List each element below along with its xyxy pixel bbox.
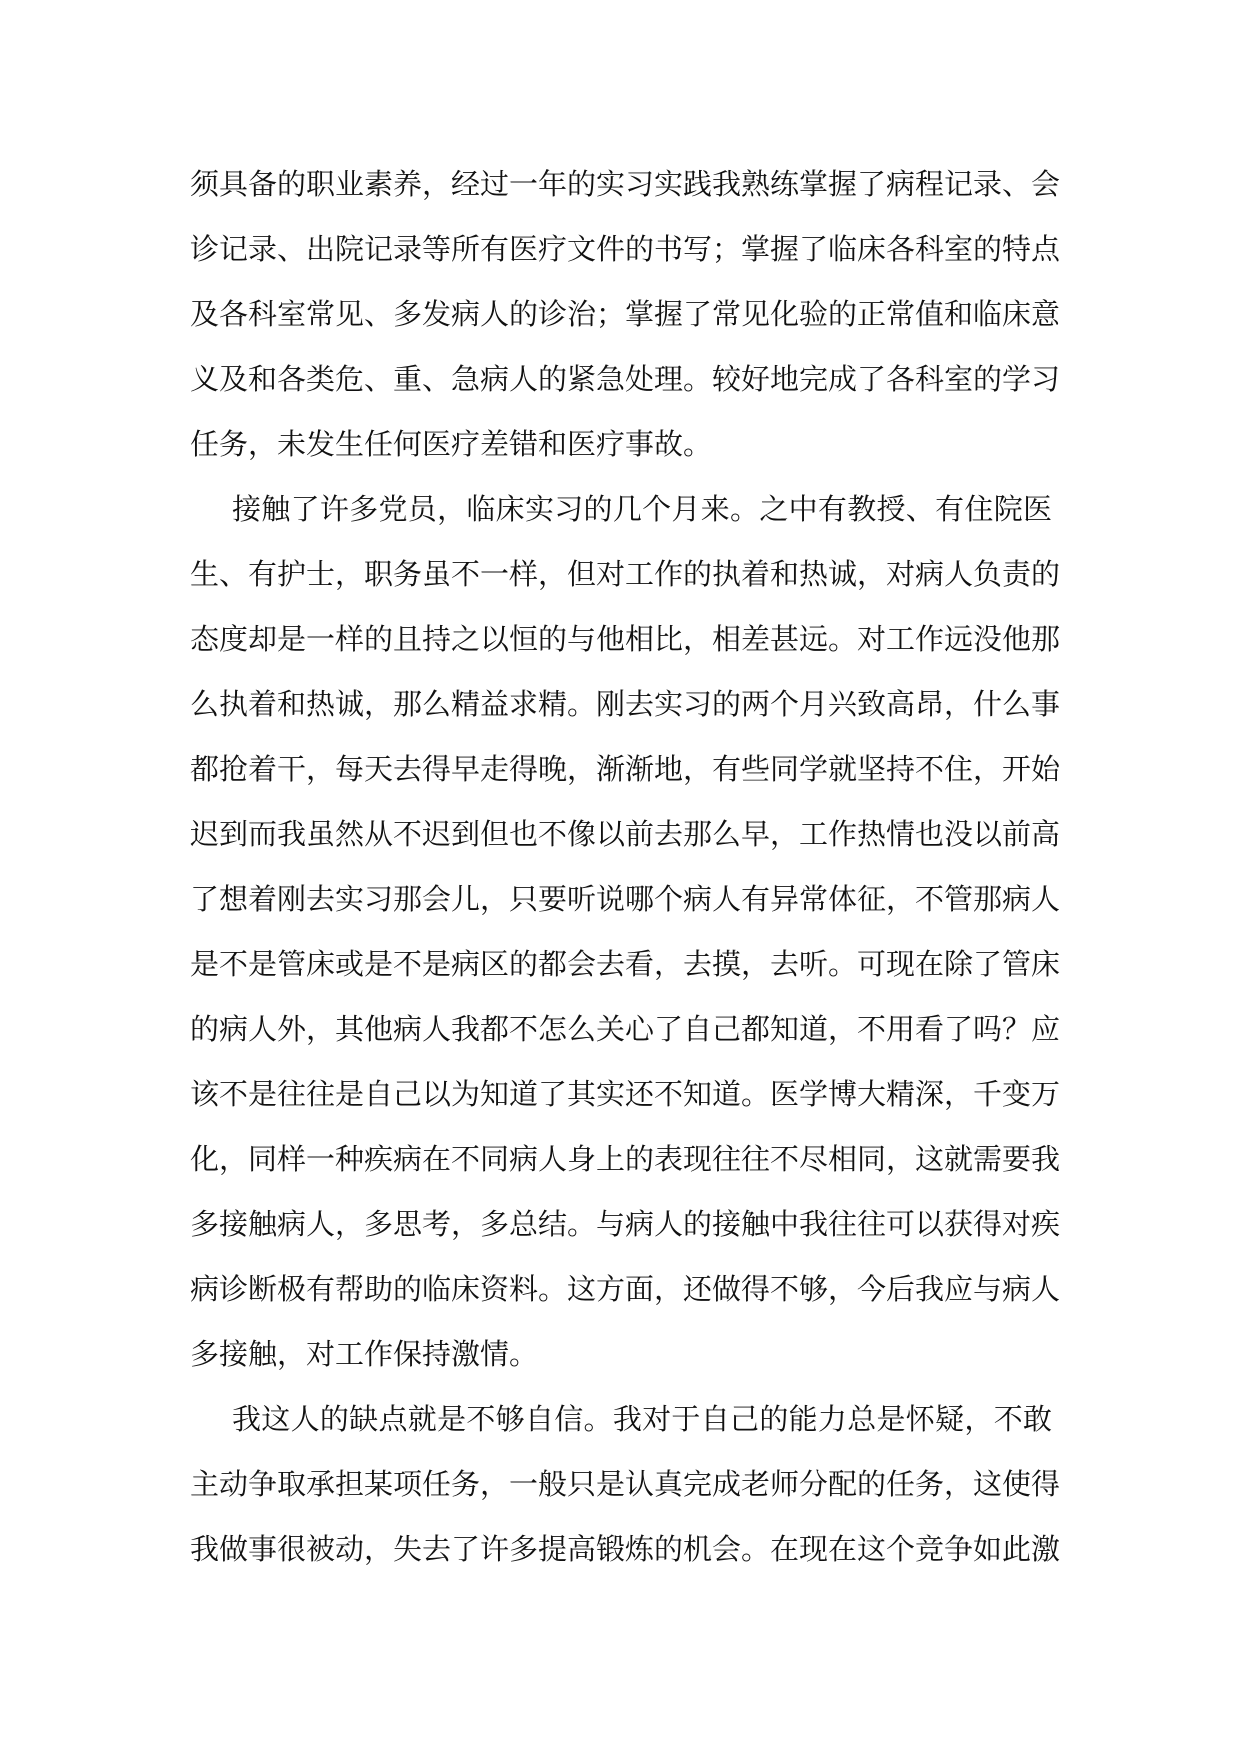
text-line: 多接触，对工作保持激情。 [190, 1337, 539, 1371]
text-line: 接触了许多党员，临床实习的几个月来。之中有教授、有住院医 [232, 492, 1052, 526]
text-line: 及各科室常见、多发病人的诊治；掌握了常见化验的正常值和临床意 [190, 297, 1061, 331]
text-line: 任务，未发生任何医疗差错和医疗事故。 [190, 427, 713, 461]
paragraph-2 [190, 477, 1061, 1387]
paragraph-1 [190, 152, 1061, 477]
text-line: 是不是管床或是不是病区的都会去看，去摸，去听。可现在除了管床 [190, 947, 1061, 981]
text-line: 该不是往往是自己以为知道了其实还不知道。医学博大精深，千变万 [190, 1077, 1061, 1111]
text-line: 化，同样一种疾病在不同病人身上的表现往往不尽相同，这就需要我 [190, 1142, 1061, 1176]
text-line: 我做事很被动，失去了许多提高锻炼的机会。在现在这个竞争如此激 [190, 1532, 1061, 1566]
text-line: 须具备的职业素养，经过一年的实习实践我熟练掌握了病程记录、会 [190, 167, 1061, 201]
text-line: 主动争取承担某项任务，一般只是认真完成老师分配的任务，这使得 [190, 1467, 1061, 1501]
paragraph-3 [190, 1387, 1061, 1582]
text-line: 态度却是一样的且持之以恒的与他相比，相差甚远。对工作远没他那 [190, 622, 1061, 656]
text-line: 生、有护士，职务虽不一样，但对工作的执着和热诚，对病人负责的 [190, 557, 1061, 591]
text-line: 我这人的缺点就是不够自信。我对于自己的能力总是怀疑，不敢 [232, 1402, 1052, 1436]
text-line: 都抢着干，每天去得早走得晚，渐渐地，有些同学就坚持不住，开始 [190, 752, 1061, 786]
text-line: 了想着刚去实习那会儿，只要听说哪个病人有异常体征，不管那病人 [190, 882, 1061, 916]
text-line: 的病人外，其他病人我都不怎么关心了自己都知道，不用看了吗？应 [190, 1012, 1061, 1046]
text-line: 迟到而我虽然从不迟到但也不像以前去那么早，工作热情也没以前高 [190, 817, 1061, 851]
text-line: 么执着和热诚，那么精益求精。刚去实习的两个月兴致高昂，什么事 [190, 687, 1061, 721]
document-body [190, 152, 1061, 1582]
text-line: 病诊断极有帮助的临床资料。这方面，还做得不够，今后我应与病人 [190, 1272, 1061, 1306]
text-line: 诊记录、出院记录等所有医疗文件的书写；掌握了临床各科室的特点 [190, 232, 1061, 266]
text-line: 多接触病人，多思考，多总结。与病人的接触中我往往可以获得对疾 [190, 1207, 1061, 1241]
text-line: 义及和各类危、重、急病人的紧急处理。较好地完成了各科室的学习 [190, 362, 1061, 396]
